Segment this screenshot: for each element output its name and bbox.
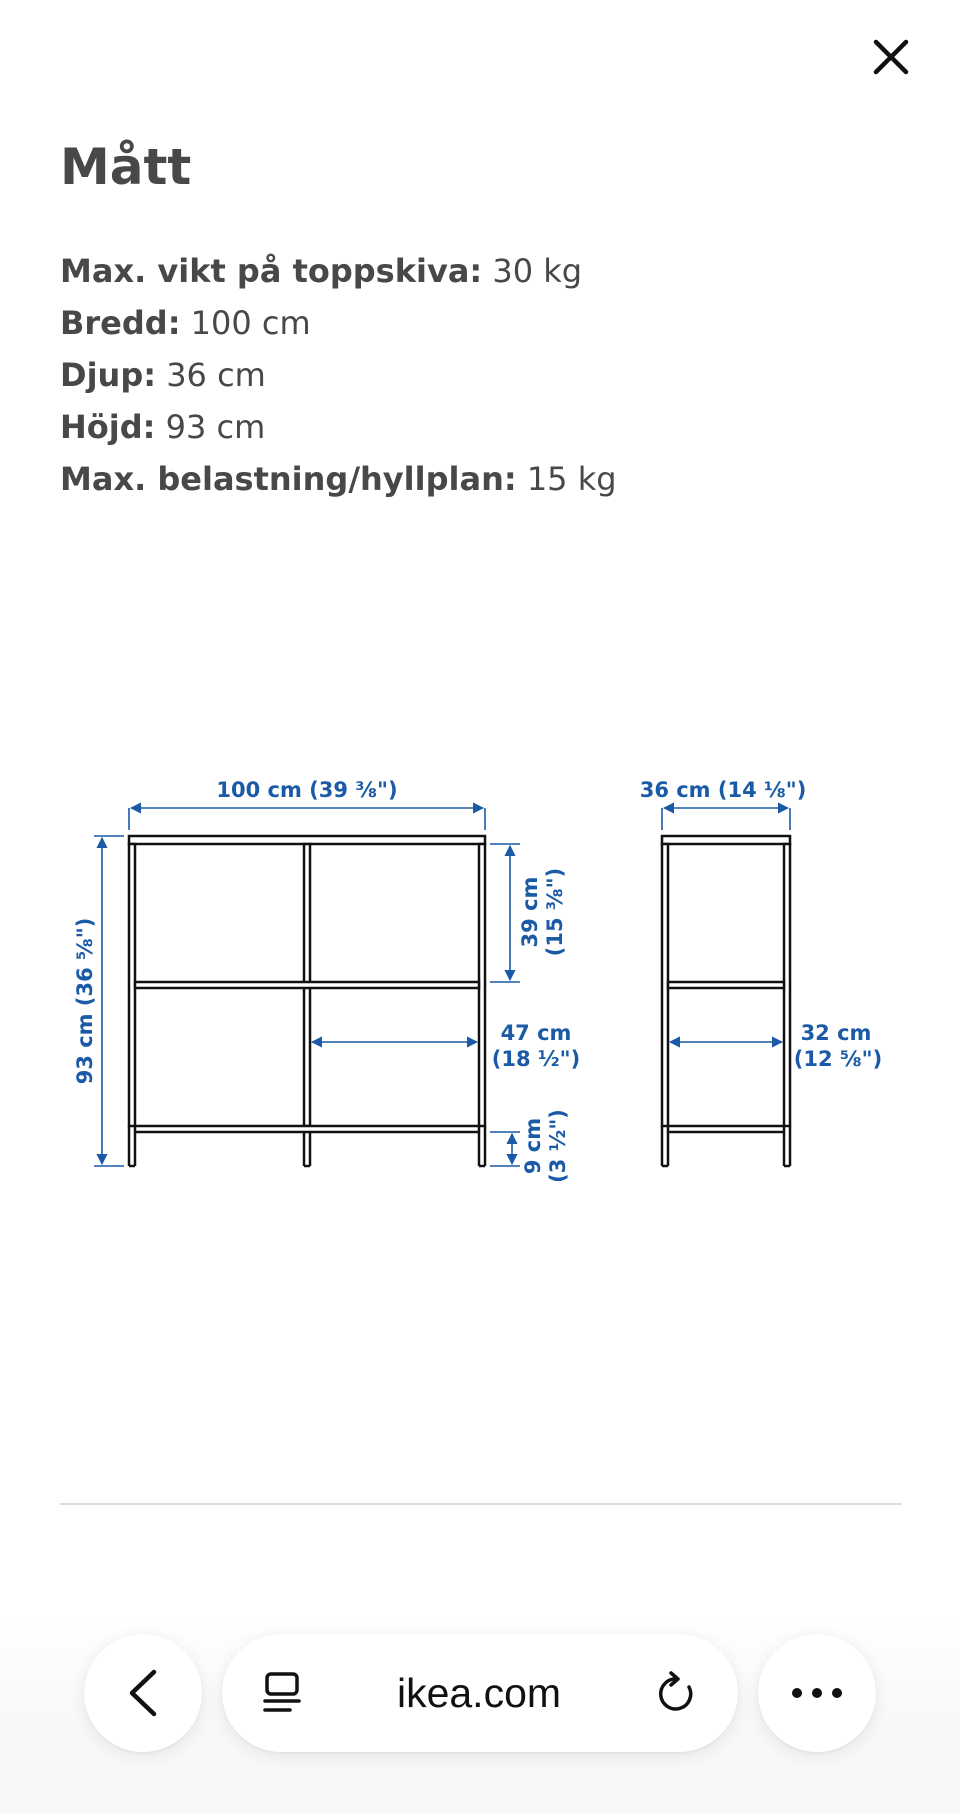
tabs-icon — [262, 1671, 302, 1715]
front-view — [129, 836, 485, 1166]
height-label: 93 cm (36 ⅝") — [73, 917, 97, 1085]
close-button[interactable] — [862, 28, 920, 86]
dimension-specs-list — [60, 245, 617, 505]
inner-width-label-in: (18 ½") — [491, 1047, 581, 1071]
back-button[interactable] — [84, 1634, 202, 1752]
spec-label: Max. belastning/hyllplan: — [60, 460, 517, 498]
spec-row-height — [60, 401, 617, 453]
url-text[interactable]: ikea.com — [396, 1669, 562, 1716]
inner-depth-label-in: (12 ⅝") — [793, 1047, 883, 1071]
close-icon — [873, 39, 909, 75]
section-divider — [60, 1503, 902, 1505]
spec-label: Bredd: — [60, 304, 181, 342]
tabs-button[interactable] — [262, 1671, 302, 1715]
spec-value: 36 cm — [166, 356, 266, 394]
spec-value: 100 cm — [190, 304, 311, 342]
browser-toolbar — [0, 1610, 960, 1814]
chevron-left-icon — [126, 1668, 160, 1718]
leg-height-label-in: (3 ½") — [546, 1109, 570, 1183]
spec-value: 93 cm — [165, 408, 266, 446]
spec-row-max-shelf-load — [60, 453, 617, 505]
spec-row-depth — [60, 349, 617, 401]
dimension-diagram — [0, 760, 960, 1310]
spec-row-max-top-weight — [60, 245, 617, 297]
inner-width-label-cm: 47 cm — [500, 1021, 572, 1045]
spec-label: Max. vikt på toppskiva: — [60, 252, 483, 290]
spec-label: Höjd: — [60, 408, 156, 446]
top-compartment-label-in: (15 ⅜") — [543, 867, 567, 957]
width-label: 100 cm (39 ⅜") — [216, 778, 398, 802]
reload-icon — [656, 1670, 698, 1716]
spec-row-width — [60, 297, 617, 349]
top-compartment-label-cm: 39 cm — [518, 876, 542, 948]
spec-value: 30 kg — [492, 252, 583, 290]
more-button[interactable] — [758, 1634, 876, 1752]
depth-label: 36 cm (14 ⅛") — [639, 778, 807, 802]
spec-value: 15 kg — [526, 460, 617, 498]
side-view — [662, 836, 790, 1166]
inner-depth-label-cm: 32 cm — [800, 1021, 872, 1045]
address-bar[interactable] — [222, 1634, 738, 1752]
reload-button[interactable] — [656, 1670, 698, 1716]
spec-label: Djup: — [60, 356, 157, 394]
more-icon — [791, 1687, 843, 1699]
leg-height-label-cm: 9 cm — [521, 1117, 545, 1175]
page-title: Mått — [60, 138, 192, 196]
